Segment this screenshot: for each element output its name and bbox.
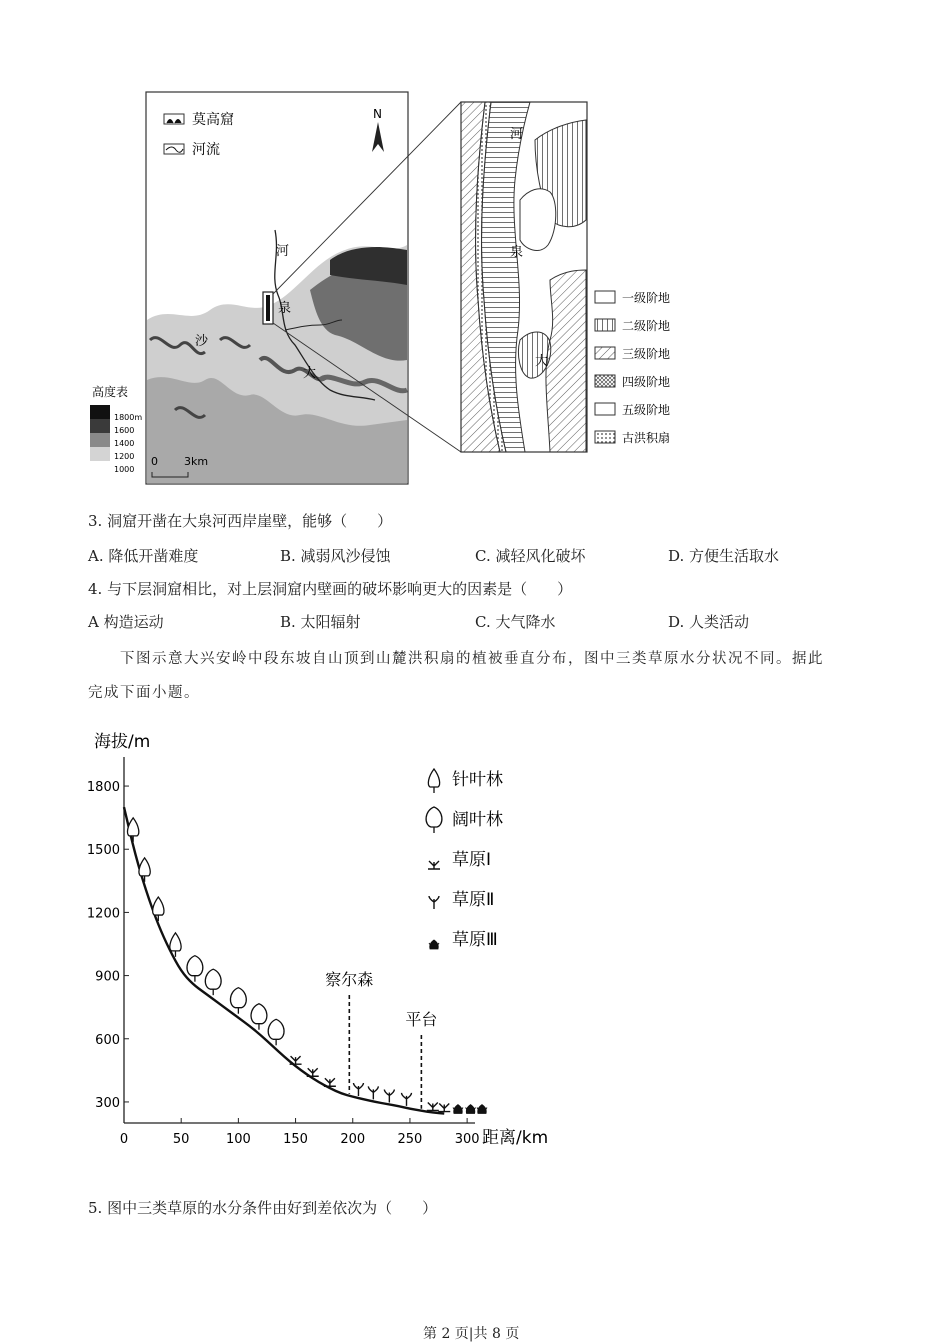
place-label-spring: 泉 [278, 301, 292, 316]
y-tick-label: 1800 [86, 780, 120, 796]
x-tick-label: 150 [283, 1132, 308, 1147]
svg-text:大: 大 [535, 354, 549, 369]
svg-text:1400: 1400 [114, 439, 135, 448]
svg-text:高度表: 高度表 [92, 385, 129, 399]
x-tick-label: 0 [119, 1132, 129, 1147]
grassland-2-icon [402, 1093, 412, 1106]
q4-option-c: C. 大气降水 [475, 613, 556, 631]
svg-text:1000: 1000 [114, 465, 135, 474]
q3-option-b: B. 减弱风沙侵蚀 [280, 547, 391, 565]
svg-text:三级阶地: 三级阶地 [622, 347, 671, 361]
q4-option-a: A 构造运动 [88, 613, 164, 631]
q4-option-d: D. 人类活动 [668, 613, 750, 631]
svg-text:1200: 1200 [114, 452, 135, 461]
q4-option-b: B. 太阳辐射 [280, 613, 361, 631]
conifer-tree-icon [139, 858, 150, 882]
q3-option-c: C. 减轻风化破坏 [475, 547, 586, 565]
legend-grassland-2-icon [429, 896, 439, 909]
grassland-3-icon [466, 1105, 476, 1114]
x-tick-label: 200 [340, 1132, 366, 1147]
legend-label: 针叶林 [452, 770, 503, 790]
svg-text:二级阶地: 二级阶地 [622, 319, 671, 333]
y-tick-label: 900 [95, 969, 120, 985]
place-label-river: 河 [276, 244, 290, 259]
intro-paragraph-line-1: 下图示意大兴安岭中段东坡自山顶到山麓洪积扇的植被垂直分布，图中三类草原水分状况不同。据此 [120, 651, 824, 667]
x-tick-label: 50 [172, 1132, 190, 1147]
q3-option-a: A. 降低开凿难度 [88, 547, 199, 565]
broadleaf-tree-icon [187, 956, 203, 982]
svg-text:0: 0 [151, 455, 158, 468]
height-legend [90, 384, 142, 474]
intro-paragraph-line-2: 完成下面小题。 [88, 685, 200, 701]
legend-label: 草原Ⅱ [452, 890, 495, 910]
question-4-stem: 4. 与下层洞窟相比，对上层洞窟内壁画的破坏影响更大的因素是（ ） [88, 580, 573, 598]
y-tick-label: 300 [95, 1095, 120, 1111]
legend-river-label: 河流 [192, 142, 220, 158]
page-footer: 第 2 页|共 8 页 [423, 1326, 520, 1342]
grassland-2-icon [353, 1083, 363, 1096]
place-label-big: 大 [303, 366, 317, 381]
svg-text:五级阶地: 五级阶地 [622, 403, 671, 417]
question-3-stem: 3. 洞窟开凿在大泉河西岸崖壁，能够（ ） [88, 512, 393, 530]
map-figure [80, 80, 720, 500]
x-tick-label: 300 [454, 1132, 480, 1147]
svg-text:一级阶地: 一级阶地 [622, 291, 671, 305]
broadleaf-tree-icon [230, 988, 246, 1014]
grassland-3-icon [453, 1105, 463, 1114]
svg-text:古洪积扇: 古洪积扇 [622, 431, 671, 445]
conifer-tree-icon [128, 818, 139, 842]
y-tick-label: 1200 [86, 906, 120, 922]
broadleaf-tree-icon [205, 969, 221, 995]
x-tick-label: 250 [397, 1132, 423, 1147]
broadleaf-tree-icon [268, 1019, 284, 1045]
legend-broadleaf-tree-icon [426, 807, 442, 833]
legend-conifer-tree-icon [428, 769, 439, 793]
elevation-profile-line [124, 807, 444, 1113]
place-label-sand: 沙 [195, 334, 209, 349]
legend-label: 阔叶林 [452, 810, 503, 830]
svg-text:河: 河 [510, 127, 524, 142]
x-axis-label: 距离/km [482, 1128, 549, 1148]
svg-text:3km: 3km [184, 455, 209, 468]
y-axis-label: 海拔/m [94, 732, 151, 752]
broadleaf-tree-icon [251, 1004, 267, 1030]
annotation-label: 平台 [405, 1010, 438, 1029]
terrace-legend [595, 290, 670, 445]
svg-text:泉: 泉 [510, 245, 524, 260]
grassland-1-icon [438, 1104, 450, 1112]
detail-map [461, 102, 587, 452]
x-tick-label: 100 [225, 1132, 251, 1147]
legend-grassland-1-icon [428, 861, 440, 869]
legend-label: 草原Ⅰ [452, 850, 492, 870]
question-5-stem: 5. 图中三类草原的水分条件由好到差依次为（ ） [88, 1199, 438, 1217]
svg-text:N: N [373, 107, 382, 121]
q3-option-d: D. 方便生活取水 [668, 547, 780, 565]
y-tick-label: 600 [95, 1032, 120, 1048]
vegetation-profile-chart [80, 725, 560, 1155]
grassland-2-icon [384, 1089, 394, 1102]
svg-text:1800m: 1800m [114, 413, 143, 422]
svg-text:四级阶地: 四级阶地 [622, 375, 671, 389]
y-tick-label: 1500 [86, 843, 120, 859]
grassland-2-icon [368, 1086, 378, 1099]
annotation-label: 察尔森 [325, 970, 374, 989]
svg-text:1600: 1600 [114, 426, 135, 435]
grassland-1-icon [427, 1102, 439, 1110]
legend-label: 草原Ⅲ [452, 930, 498, 950]
legend-grassland-3-icon [429, 940, 439, 949]
grassland-3-icon [477, 1105, 487, 1114]
legend-cave-label: 莫高窟 [192, 112, 234, 128]
